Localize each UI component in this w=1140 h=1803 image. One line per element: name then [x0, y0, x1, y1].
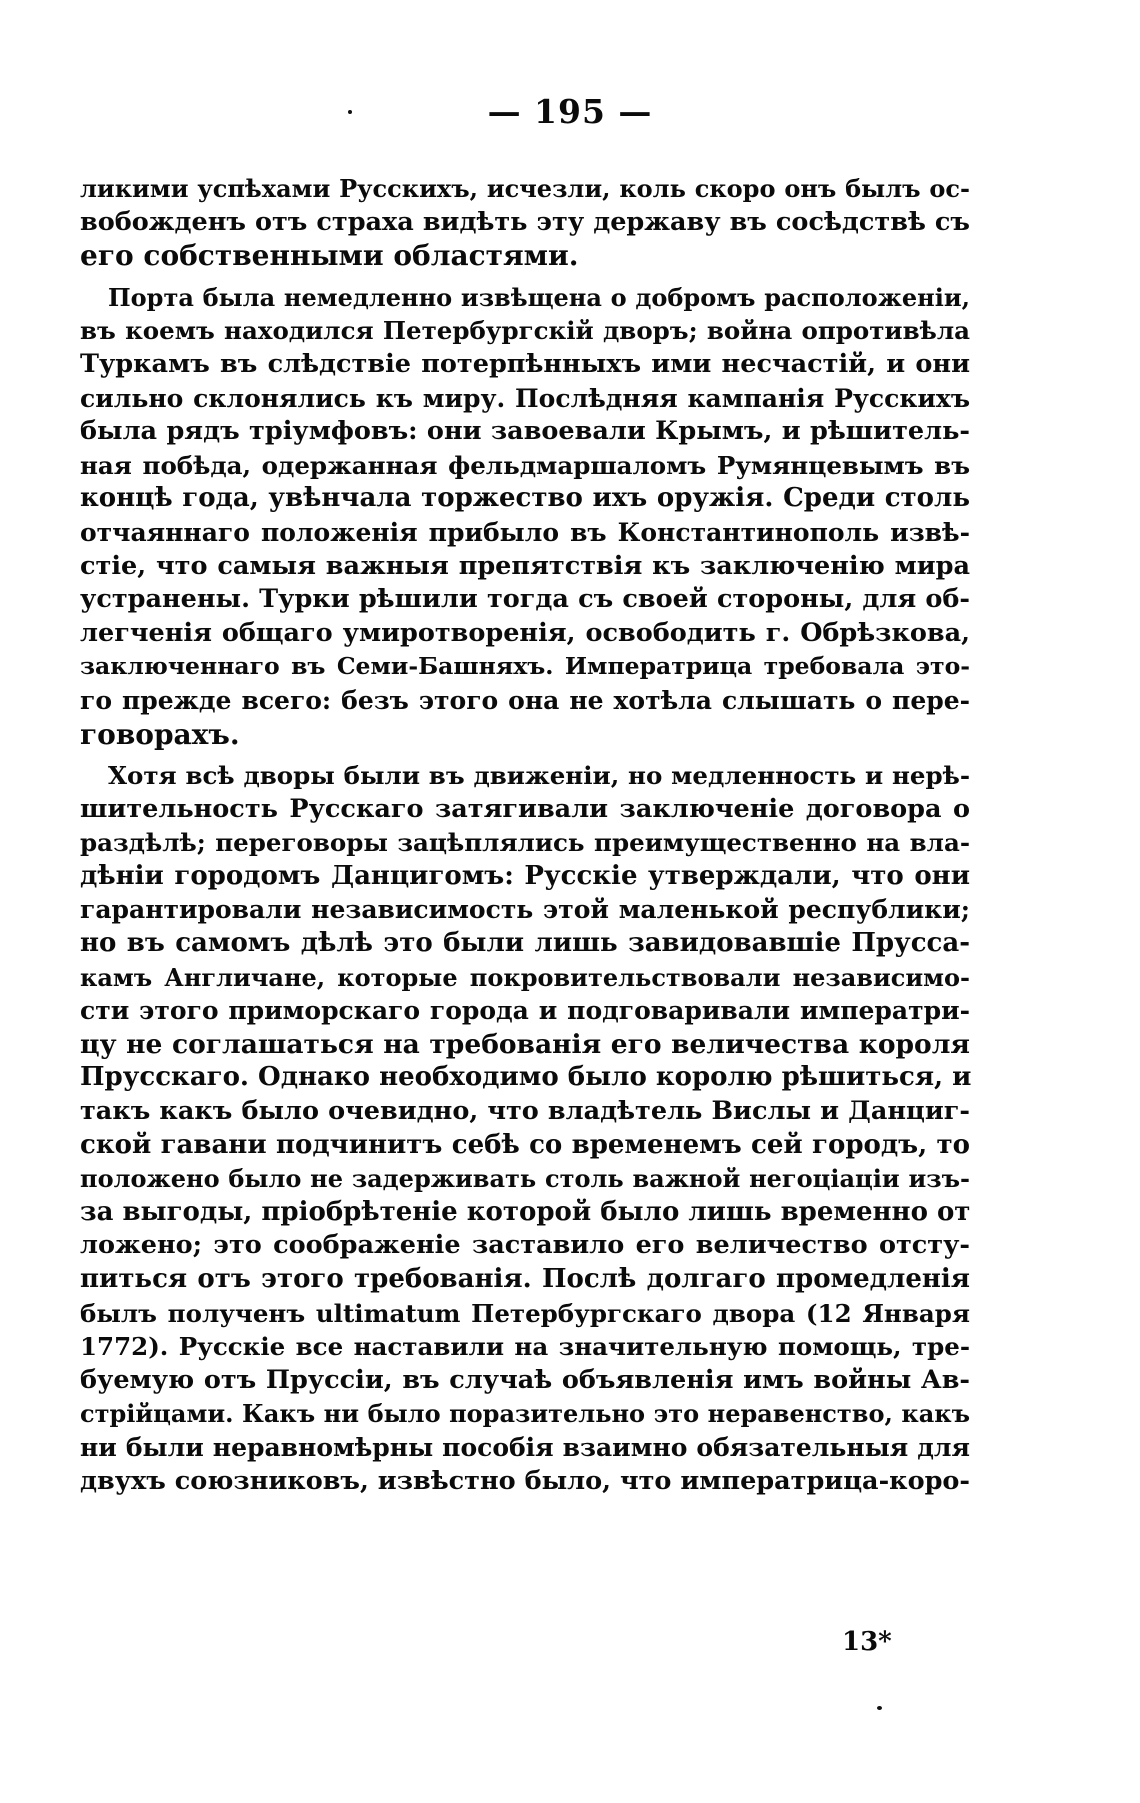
- text-line: го прежде всего: безъ этого она не хотѣла слышать о пере-: [80, 685, 970, 715]
- text-line: Туркамъ въ слѣдствіе потерпѣнныхъ ими несчастій, и они: [80, 348, 970, 379]
- text-line: легченія общаго умиротворенія, освободить г. Обрѣзкова,: [80, 617, 970, 648]
- text-line: положено было не задерживать столь важной негоціаціи изъ-: [80, 1164, 970, 1194]
- text-line: Прусскаго. Однако необходимо было королю рѣшиться, и: [80, 1062, 972, 1093]
- text-line: буемую отъ Пруссіи, въ случаѣ объявленія имъ войны Ав-: [80, 1364, 970, 1395]
- paragraph-dvory: [80, 759, 970, 1498]
- signature-mark: 13*: [842, 1627, 892, 1657]
- text-line: заключеннаго въ Семи-Башняхъ. Императрица требовала это-: [80, 652, 970, 681]
- text-line: ликими успѣхами Русскихъ, исчезли, коль скоро онъ былъ ос-: [80, 174, 970, 203]
- text-line: шительность Русскаго затягивали заключеніе договора о: [80, 793, 970, 824]
- text-line: Хотя всѣ дворы были въ движеніи, но медленность и нерѣ-: [108, 761, 970, 791]
- text-line: ложено; это соображеніе заставило его величество отсту-: [80, 1230, 970, 1261]
- text-line: дѣніи городомъ Данцигомъ: Русскіе утверждали, что они: [80, 860, 970, 891]
- text-line: раздѣлѣ; переговоры зацѣплялись преимущественно на вла-: [80, 828, 970, 858]
- text-line: сти этого приморскаго города и подговаривали императри-: [80, 996, 970, 1026]
- text-line: вобожденъ отъ страха видѣть эту державу въ сосѣдствѣ съ: [80, 206, 970, 237]
- text-line: питься отъ этого требованія. Послѣ долгаго промедленія: [80, 1264, 970, 1294]
- text-line: камъ Англичане, которые покровительствовали независимо-: [80, 962, 970, 992]
- text-line: въ коемъ находился Петербургскій дворъ; война опротивѣла: [80, 316, 970, 346]
- text-line: ни были неравномѣрны пособія взаимно обязательныя для: [80, 1432, 970, 1462]
- text-line: цу не соглашаться на требованія его величества короля: [80, 1028, 970, 1060]
- text-line: былъ полученъ ultimatum Петербургскаго двора (12 Января: [80, 1298, 970, 1328]
- text-line: сильно склонялись къ миру. Послѣдняя кампанія Русскихъ: [80, 383, 970, 413]
- text-line: ная побѣда, одержанная фельдмаршаломъ Румянцевымъ въ: [80, 450, 970, 480]
- text-line: гарантировали независимость этой маленькой республики;: [80, 895, 970, 925]
- text-line: такъ какъ было очевидно, что владѣтель Вислы и Данциг-: [80, 1096, 970, 1127]
- text-line: концѣ года, увѣнчала торжество ихъ оружія. Среди столь: [80, 483, 970, 514]
- paragraph-porta: [80, 281, 970, 751]
- text-line: 1772). Русскіе все наставили на значительную помощь, тре-: [80, 1332, 970, 1362]
- text-line: устранены. Турки рѣшили тогда съ своей стороны, для об-: [80, 584, 970, 615]
- text-line: стіе, что самыя важныя препятствія къ заключенію мира: [80, 550, 970, 581]
- ink-speck: [877, 1706, 882, 1710]
- paragraph-continuation: [80, 172, 970, 273]
- text-line: говорахъ.: [80, 717, 240, 751]
- text-line: отчаяннаго положенія прибыло въ Константинополь извѣ-: [80, 517, 970, 547]
- text-line: была рядъ тріумфовъ: они завоевали Крымъ, и рѣшитель-: [80, 416, 970, 447]
- ink-speck: [348, 110, 352, 114]
- page-number: — 195 —: [487, 92, 653, 131]
- text-line: двухъ союзниковъ, извѣстно было, что императрица-коро-: [80, 1465, 970, 1496]
- text-line: за выгоды, пріобрѣтеніе которой было лишь временно от: [80, 1196, 971, 1227]
- text-line: стрійцами. Какъ ни было поразительно это неравенство, какъ: [80, 1399, 970, 1429]
- text-line: ской гавани подчинитъ себѣ со временемъ сей городъ, то: [80, 1129, 970, 1160]
- body-text: [80, 172, 970, 1498]
- text-line: Порта была немедленно извѣщена о добромъ расположеніи,: [108, 282, 970, 312]
- text-line: его собственными областями.: [80, 239, 579, 273]
- text-line: но въ самомъ дѣлѣ это были лишь завидовавшіе Прусса-: [80, 928, 970, 959]
